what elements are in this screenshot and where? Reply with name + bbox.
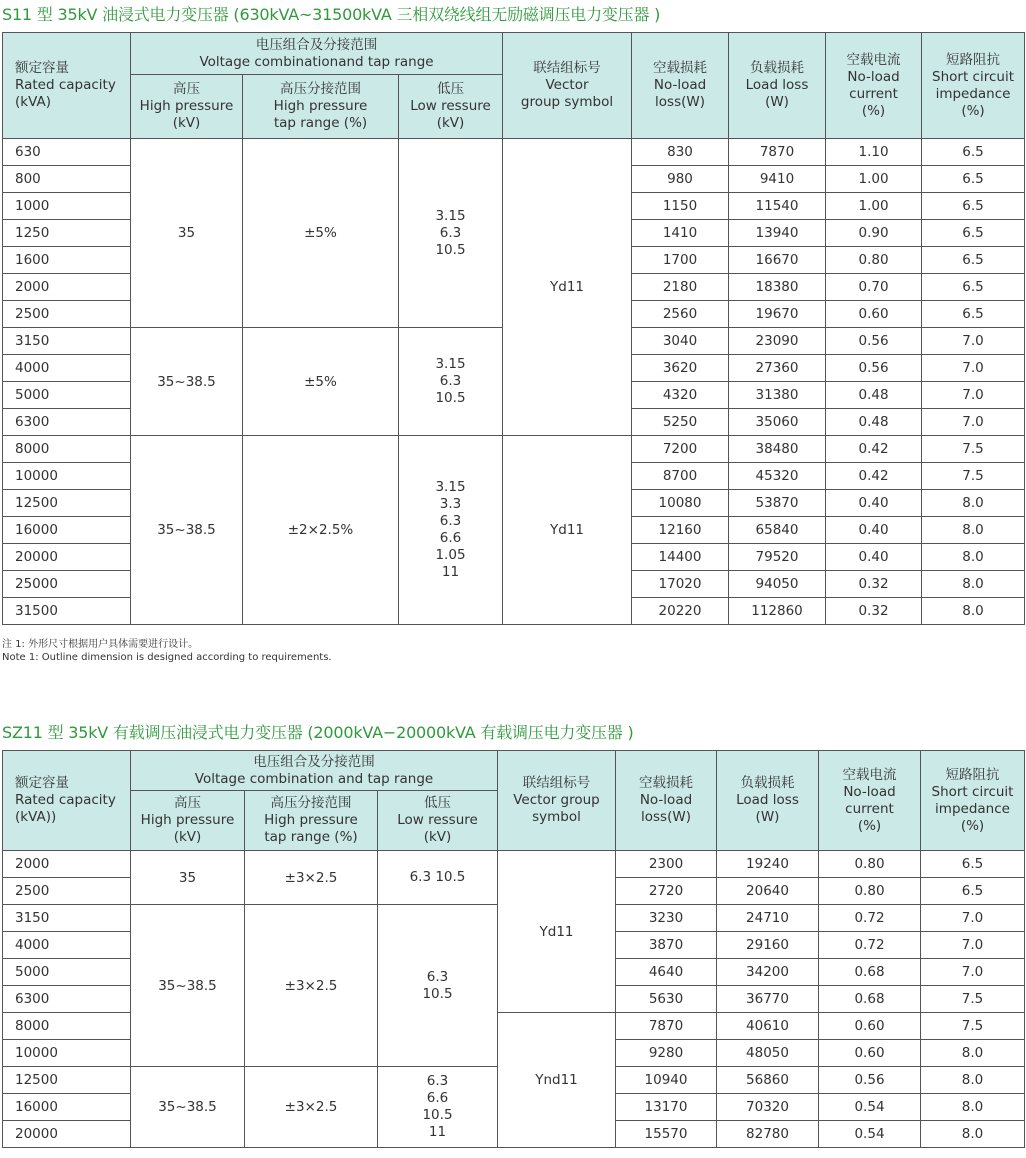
header-load-loss: 负载损耗 Load loss (W): [717, 751, 819, 851]
capacity-cell: 20000: [3, 1121, 131, 1148]
low-pressure-cell-line: 6.6: [439, 530, 462, 546]
noload-current-cell: 0.68: [819, 959, 921, 986]
impedance-cell: 6.5: [922, 274, 1025, 301]
header-high: 高压 High pressure (kV): [131, 791, 245, 851]
noload-current-cell: 0.54: [819, 1121, 921, 1148]
low-pressure-cell-line: 10.5: [422, 1107, 453, 1123]
noload-loss-cell: 2180: [632, 274, 729, 301]
low-pressure-cell: [378, 851, 498, 905]
header-tap: 高压分接范围 High pressure tap range (%): [245, 791, 378, 851]
header-vector: 联结组标号 Vector group symbol: [498, 751, 616, 851]
load-loss-cell: 35060: [729, 409, 826, 436]
capacity-cell: 2500: [3, 878, 131, 905]
impedance-cell: 8.0: [922, 490, 1025, 517]
header-tap: 高压分接范围 High pressure tap range (%): [243, 75, 399, 139]
low-pressure-cell-line: 11: [441, 564, 460, 580]
noload-current-cell: 0.42: [826, 463, 922, 490]
capacity-cell: 3150: [3, 328, 131, 355]
tap-range-cell: ±3×2.5: [245, 905, 378, 1067]
load-loss-cell: 29160: [717, 932, 819, 959]
load-loss-cell: 112860: [729, 598, 826, 625]
low-pressure-cell-line: 6.3 10.5: [409, 869, 466, 885]
impedance-cell: 7.0: [921, 959, 1025, 986]
noload-current-cell: 0.60: [819, 1040, 921, 1067]
impedance-cell: 7.5: [922, 436, 1025, 463]
header-noload-loss: 空载损耗 No-load loss(W): [616, 751, 717, 851]
vector-group-cell: Yd11: [498, 851, 616, 1013]
noload-loss-cell: 3040: [632, 328, 729, 355]
load-loss-cell: 16670: [729, 247, 826, 274]
impedance-cell: 6.5: [922, 166, 1025, 193]
noload-current-cell: 0.48: [826, 382, 922, 409]
noload-current-cell: 0.56: [819, 1067, 921, 1094]
impedance-cell: 6.5: [921, 851, 1025, 878]
capacity-cell: 5000: [3, 382, 131, 409]
capacity-cell: 12500: [3, 1067, 131, 1094]
s11-spec-table: [2, 32, 1025, 625]
noload-loss-cell: 980: [632, 166, 729, 193]
low-pressure-cell: [399, 436, 503, 625]
note-en: Note 1: Outline dimension is designed according to requirements.: [2, 652, 332, 663]
load-loss-cell: 48050: [717, 1040, 819, 1067]
low-pressure-cell-line: 6.3: [439, 513, 462, 529]
noload-loss-cell: 830: [632, 139, 729, 166]
high-pressure-cell: 35~38.5: [131, 1067, 245, 1148]
low-pressure-cell-line: 1.05: [435, 547, 466, 563]
header-impedance: 短路阻抗 Short circuit impedance (%): [922, 33, 1025, 139]
noload-current-cell: 0.42: [826, 436, 922, 463]
header-noload-current: 空载电流 No-load current (%): [826, 33, 922, 139]
table1-body: [3, 139, 1025, 625]
noload-loss-cell: 7870: [616, 1013, 717, 1040]
vector-group-cell: Yd11: [503, 436, 632, 625]
capacity-cell: 10000: [3, 1040, 131, 1067]
impedance-cell: 7.0: [921, 905, 1025, 932]
header-noload-current: 空载电流 No-load current (%): [819, 751, 921, 851]
load-loss-cell: 11540: [729, 193, 826, 220]
header-impedance: 短路阻抗 Short circuit impedance (%): [921, 751, 1025, 851]
load-loss-cell: 18380: [729, 274, 826, 301]
noload-current-cell: 0.72: [819, 905, 921, 932]
header-vector: 联结组标号 Vector group symbol: [503, 33, 632, 139]
vector-group-cell: Yd11: [503, 139, 632, 436]
low-pressure-cell-line: 6.3: [426, 1073, 449, 1089]
noload-loss-cell: 2300: [616, 851, 717, 878]
load-loss-cell: 79520: [729, 544, 826, 571]
noload-current-cell: 0.32: [826, 598, 922, 625]
noload-current-cell: 0.90: [826, 220, 922, 247]
noload-loss-cell: 2560: [632, 301, 729, 328]
capacity-cell: 2000: [3, 851, 131, 878]
low-pressure-cell-line: 3.15: [435, 356, 466, 372]
load-loss-cell: 19670: [729, 301, 826, 328]
tap-range-cell: ±3×2.5: [245, 1067, 378, 1148]
low-pressure-cell-line: 3.3: [439, 496, 462, 512]
capacity-cell: 10000: [3, 463, 131, 490]
tap-range-cell: ±2×2.5%: [243, 436, 399, 625]
capacity-cell: 5000: [3, 959, 131, 986]
load-loss-cell: 40610: [717, 1013, 819, 1040]
low-pressure-cell-line: 6.6: [426, 1090, 449, 1106]
table-row: [3, 851, 1025, 878]
table-row: [3, 436, 1025, 463]
impedance-cell: 7.0: [922, 355, 1025, 382]
impedance-cell: 6.5: [921, 878, 1025, 905]
noload-current-cell: 0.80: [819, 851, 921, 878]
load-loss-cell: 94050: [729, 571, 826, 598]
capacity-cell: 8000: [3, 1013, 131, 1040]
capacity-cell: 2500: [3, 301, 131, 328]
noload-current-cell: 0.68: [819, 986, 921, 1013]
impedance-cell: 7.0: [922, 382, 1025, 409]
capacity-cell: 1000: [3, 193, 131, 220]
vector-group-cell: Ynd11: [498, 1013, 616, 1148]
impedance-cell: 8.0: [922, 544, 1025, 571]
noload-current-cell: 0.40: [826, 490, 922, 517]
impedance-cell: 8.0: [921, 1067, 1025, 1094]
table2-title: SZ11 型 35kV 有载调压油浸式电力变压器 (2000kVA−20000kVA 有载调压电力变压器 ): [2, 723, 634, 742]
impedance-cell: 7.0: [922, 409, 1025, 436]
noload-current-cell: 0.54: [819, 1094, 921, 1121]
low-pressure-cell-line: 10.5: [435, 241, 466, 258]
load-loss-cell: 82780: [717, 1121, 819, 1148]
capacity-cell: 16000: [3, 517, 131, 544]
noload-loss-cell: 4640: [616, 959, 717, 986]
low-pressure-cell-line: 6.3: [426, 968, 449, 985]
impedance-cell: 8.0: [922, 571, 1025, 598]
table-row: [3, 139, 1025, 166]
header-low: 低压 Low ressure (kV): [399, 75, 503, 139]
noload-loss-cell: 17020: [632, 571, 729, 598]
impedance-cell: 8.0: [921, 1121, 1025, 1148]
load-loss-cell: 24710: [717, 905, 819, 932]
low-pressure-cell: [378, 1067, 498, 1148]
low-pressure-cell: [399, 328, 503, 436]
load-loss-cell: 65840: [729, 517, 826, 544]
high-pressure-cell: 35: [131, 139, 243, 328]
impedance-cell: 6.5: [922, 247, 1025, 274]
load-loss-cell: 53870: [729, 490, 826, 517]
table1-title: S11 型 35kV 油浸式电力变压器 (630kVA~31500kVA 三相双绕线组无励磁调压电力变压器 ): [2, 5, 661, 24]
low-pressure-cell-line: 3.15: [435, 479, 466, 495]
low-pressure-cell-line: 10.5: [422, 985, 453, 1002]
noload-current-cell: 0.40: [826, 517, 922, 544]
low-pressure-cell: [399, 139, 503, 328]
capacity-cell: 6300: [3, 986, 131, 1013]
capacity-cell: 2000: [3, 274, 131, 301]
impedance-cell: 6.5: [922, 220, 1025, 247]
high-pressure-cell: 35~38.5: [131, 328, 243, 436]
impedance-cell: 6.5: [922, 301, 1025, 328]
capacity-cell: 12500: [3, 490, 131, 517]
noload-current-cell: 0.70: [826, 274, 922, 301]
table2-body: [3, 851, 1025, 1148]
load-loss-cell: 56860: [717, 1067, 819, 1094]
load-loss-cell: 13940: [729, 220, 826, 247]
sz11-spec-table: [2, 750, 1025, 1148]
noload-loss-cell: 7200: [632, 436, 729, 463]
capacity-cell: 20000: [3, 544, 131, 571]
noload-loss-cell: 3870: [616, 932, 717, 959]
noload-loss-cell: 9280: [616, 1040, 717, 1067]
load-loss-cell: 23090: [729, 328, 826, 355]
noload-loss-cell: 4320: [632, 382, 729, 409]
impedance-cell: 6.5: [922, 193, 1025, 220]
load-loss-cell: 27360: [729, 355, 826, 382]
load-loss-cell: 34200: [717, 959, 819, 986]
noload-current-cell: 1.00: [826, 166, 922, 193]
table1-note: [2, 638, 332, 664]
note-zh: 注 1: 外形尺寸根据用户具体需要进行设计。: [2, 639, 199, 650]
capacity-cell: 630: [3, 139, 131, 166]
noload-current-cell: 0.80: [826, 247, 922, 274]
header-capacity: 额定容量 Rated capacity (kVA): [3, 33, 131, 139]
impedance-cell: 7.0: [922, 328, 1025, 355]
noload-current-cell: 0.32: [826, 571, 922, 598]
impedance-cell: 7.0: [921, 932, 1025, 959]
header-load-loss: 负载损耗 Load loss (W): [729, 33, 826, 139]
high-pressure-cell: 35~38.5: [131, 436, 243, 625]
noload-loss-cell: 5250: [632, 409, 729, 436]
noload-loss-cell: 1410: [632, 220, 729, 247]
capacity-cell: 4000: [3, 932, 131, 959]
low-pressure-cell: [378, 905, 498, 1067]
header-voltage-group: 电压组合及分接范围 Voltage combination and tap range: [131, 751, 498, 791]
header-high: 高压 High pressure (kV): [131, 75, 243, 139]
high-pressure-cell: 35~38.5: [131, 905, 245, 1067]
low-pressure-cell-line: 10.5: [435, 390, 466, 406]
impedance-cell: 7.5: [921, 1013, 1025, 1040]
load-loss-cell: 7870: [729, 139, 826, 166]
noload-current-cell: 0.60: [819, 1013, 921, 1040]
low-pressure-cell-line: 6.3: [439, 373, 462, 389]
noload-current-cell: 0.56: [826, 328, 922, 355]
noload-loss-cell: 1150: [632, 193, 729, 220]
impedance-cell: 7.5: [921, 986, 1025, 1013]
noload-current-cell: 1.10: [826, 139, 922, 166]
impedance-cell: 8.0: [922, 517, 1025, 544]
noload-current-cell: 0.80: [819, 878, 921, 905]
load-loss-cell: 70320: [717, 1094, 819, 1121]
capacity-cell: 25000: [3, 571, 131, 598]
tap-range-cell: ±5%: [243, 139, 399, 328]
low-pressure-cell-line: 3.15: [435, 207, 466, 224]
capacity-cell: 1250: [3, 220, 131, 247]
impedance-cell: 7.5: [922, 463, 1025, 490]
header-voltage-group: 电压组合及分接范围 Voltage combinationand tap range: [131, 33, 503, 75]
noload-loss-cell: 1700: [632, 247, 729, 274]
tap-range-cell: ±3×2.5: [245, 851, 378, 905]
high-pressure-cell: 35: [131, 851, 245, 905]
noload-current-cell: 1.00: [826, 193, 922, 220]
noload-current-cell: 0.40: [826, 544, 922, 571]
noload-loss-cell: 3620: [632, 355, 729, 382]
noload-loss-cell: 15570: [616, 1121, 717, 1148]
noload-loss-cell: 12160: [632, 517, 729, 544]
capacity-cell: 1600: [3, 247, 131, 274]
noload-loss-cell: 10940: [616, 1067, 717, 1094]
capacity-cell: 3150: [3, 905, 131, 932]
impedance-cell: 8.0: [921, 1094, 1025, 1121]
load-loss-cell: 19240: [717, 851, 819, 878]
noload-loss-cell: 13170: [616, 1094, 717, 1121]
capacity-cell: 6300: [3, 409, 131, 436]
noload-current-cell: 0.72: [819, 932, 921, 959]
header-noload-loss: 空载损耗 No-load loss(W): [632, 33, 729, 139]
header-low: 低压 Low ressure (kV): [378, 791, 498, 851]
tap-range-cell: ±5%: [243, 328, 399, 436]
noload-loss-cell: 8700: [632, 463, 729, 490]
load-loss-cell: 45320: [729, 463, 826, 490]
noload-current-cell: 0.48: [826, 409, 922, 436]
noload-loss-cell: 14400: [632, 544, 729, 571]
capacity-cell: 800: [3, 166, 131, 193]
noload-current-cell: 0.56: [826, 355, 922, 382]
low-pressure-cell-line: 11: [428, 1124, 447, 1140]
load-loss-cell: 38480: [729, 436, 826, 463]
capacity-cell: 31500: [3, 598, 131, 625]
impedance-cell: 8.0: [922, 598, 1025, 625]
noload-loss-cell: 20220: [632, 598, 729, 625]
load-loss-cell: 31380: [729, 382, 826, 409]
capacity-cell: 8000: [3, 436, 131, 463]
noload-loss-cell: 5630: [616, 986, 717, 1013]
low-pressure-cell-line: 6.3: [439, 224, 462, 241]
load-loss-cell: 9410: [729, 166, 826, 193]
capacity-cell: 16000: [3, 1094, 131, 1121]
impedance-cell: 8.0: [921, 1040, 1025, 1067]
noload-loss-cell: 3230: [616, 905, 717, 932]
noload-loss-cell: 2720: [616, 878, 717, 905]
load-loss-cell: 20640: [717, 878, 819, 905]
header-capacity: 额定容量 Rated capacity (kVA)): [3, 751, 131, 851]
load-loss-cell: 36770: [717, 986, 819, 1013]
impedance-cell: 6.5: [922, 139, 1025, 166]
noload-loss-cell: 10080: [632, 490, 729, 517]
capacity-cell: 4000: [3, 355, 131, 382]
noload-current-cell: 0.60: [826, 301, 922, 328]
